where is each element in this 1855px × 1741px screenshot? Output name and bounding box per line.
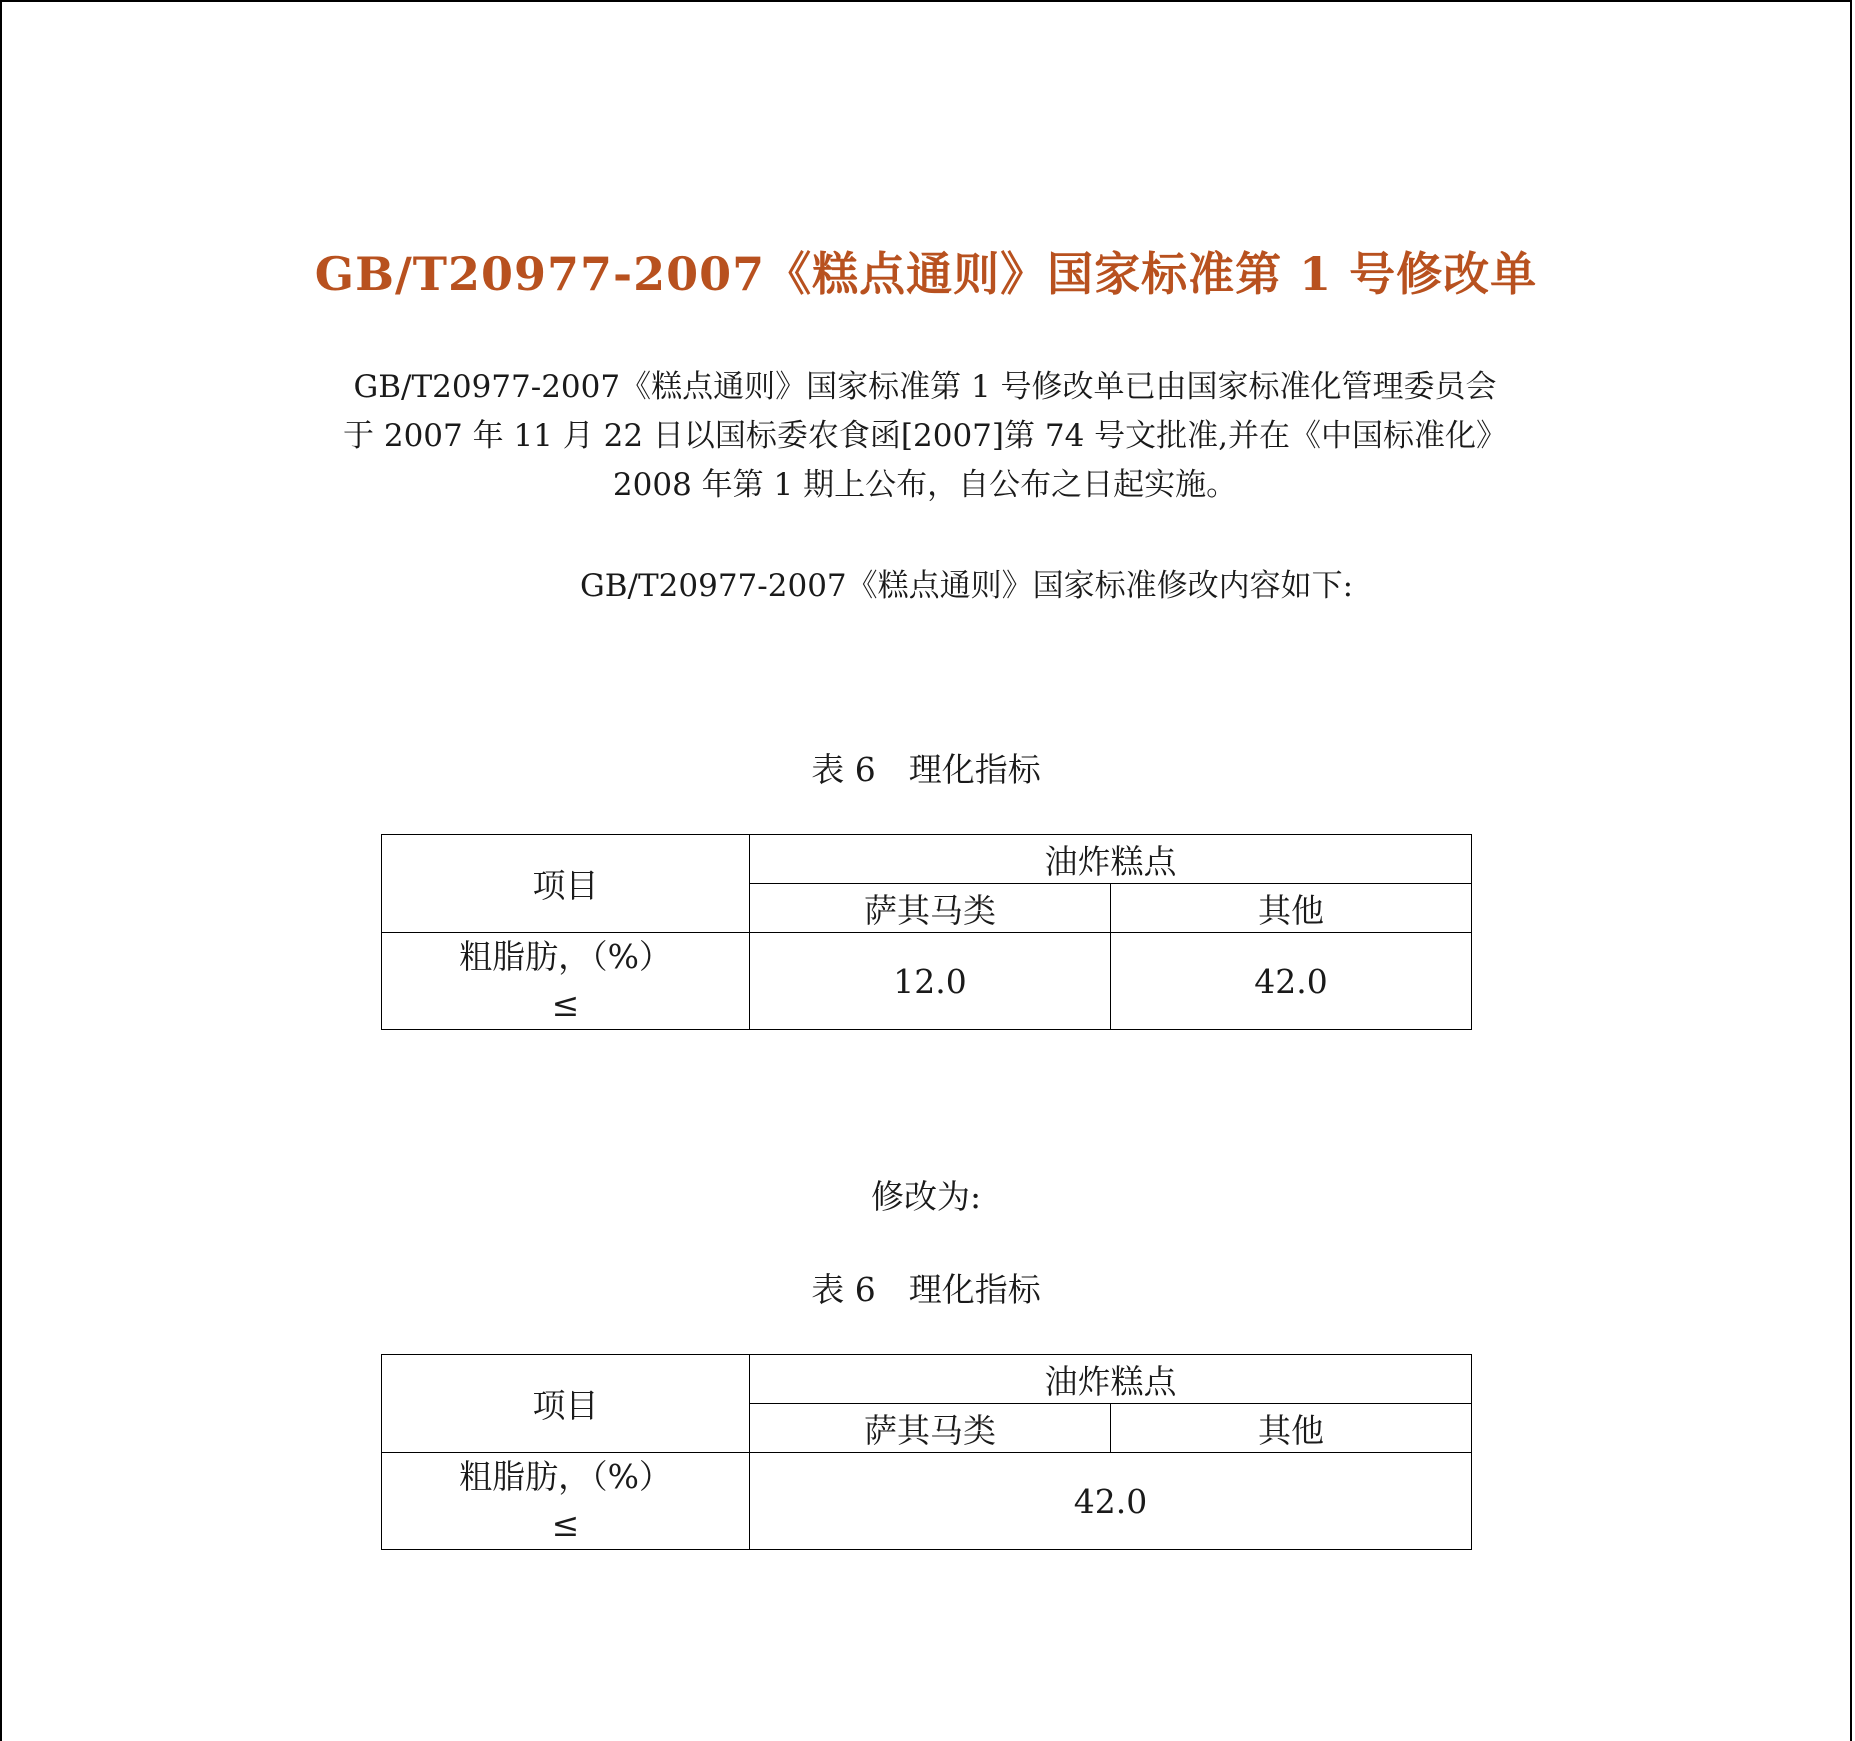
crude-fat-label: 粗脂肪，（%）	[459, 1457, 672, 1496]
item-header-cell: 项目	[382, 835, 750, 933]
modification-heading: GB/T20977-2007《糕点通则》国家标准修改内容如下:	[580, 568, 1354, 604]
revised-table-caption: 表 6 理化指标	[811, 1270, 1041, 1309]
other-header-cell: 其他	[1111, 884, 1472, 933]
fried-pastry-group-header: 油炸糕点	[750, 1355, 1472, 1404]
table-header-row	[382, 835, 1472, 884]
fried-pastry-group-header: 油炸糕点	[750, 835, 1472, 884]
document-title: GB/T20977-2007《糕点通则》国家标准第 1 号修改单	[314, 247, 1538, 301]
item-header-cell: 项目	[382, 1355, 750, 1453]
intro-line-3: 2008 年第 1 期上公布，自公布之日起实施。	[612, 467, 1238, 503]
table-row	[382, 933, 1472, 1030]
intro-line-1: GB/T20977-2007《糕点通则》国家标准第 1 号修改单已由国家标准化管理委员会	[353, 369, 1497, 405]
sachima-header-cell: 萨其马类	[750, 884, 1111, 933]
intro-line-2: 于 2007 年 11 月 22 日以国标委农食函[2007]第 74 号文批准,并在《中国标准化》	[343, 418, 1507, 454]
table-header-row	[382, 1355, 1472, 1404]
other-header-cell: 其他	[1111, 1404, 1472, 1453]
sachima-value-cell: 12.0	[750, 933, 1111, 1030]
intro-paragraph	[270, 363, 1580, 510]
less-equal-symbol: ≤	[551, 1505, 580, 1544]
crude-fat-label: 粗脂肪，（%）	[459, 937, 672, 976]
table-row	[382, 1453, 1472, 1550]
modified-as-label: 修改为:	[870, 1177, 982, 1216]
crude-fat-label-cell	[382, 933, 750, 1030]
revised-spec-table	[381, 1354, 1472, 1550]
original-spec-table	[381, 834, 1472, 1030]
merged-value-cell: 42.0	[750, 1453, 1472, 1550]
original-table-caption: 表 6 理化指标	[811, 750, 1041, 789]
crude-fat-label-cell	[382, 1453, 750, 1550]
other-value-cell: 42.0	[1111, 933, 1472, 1030]
less-equal-symbol: ≤	[551, 985, 580, 1024]
sachima-header-cell: 萨其马类	[750, 1404, 1111, 1453]
